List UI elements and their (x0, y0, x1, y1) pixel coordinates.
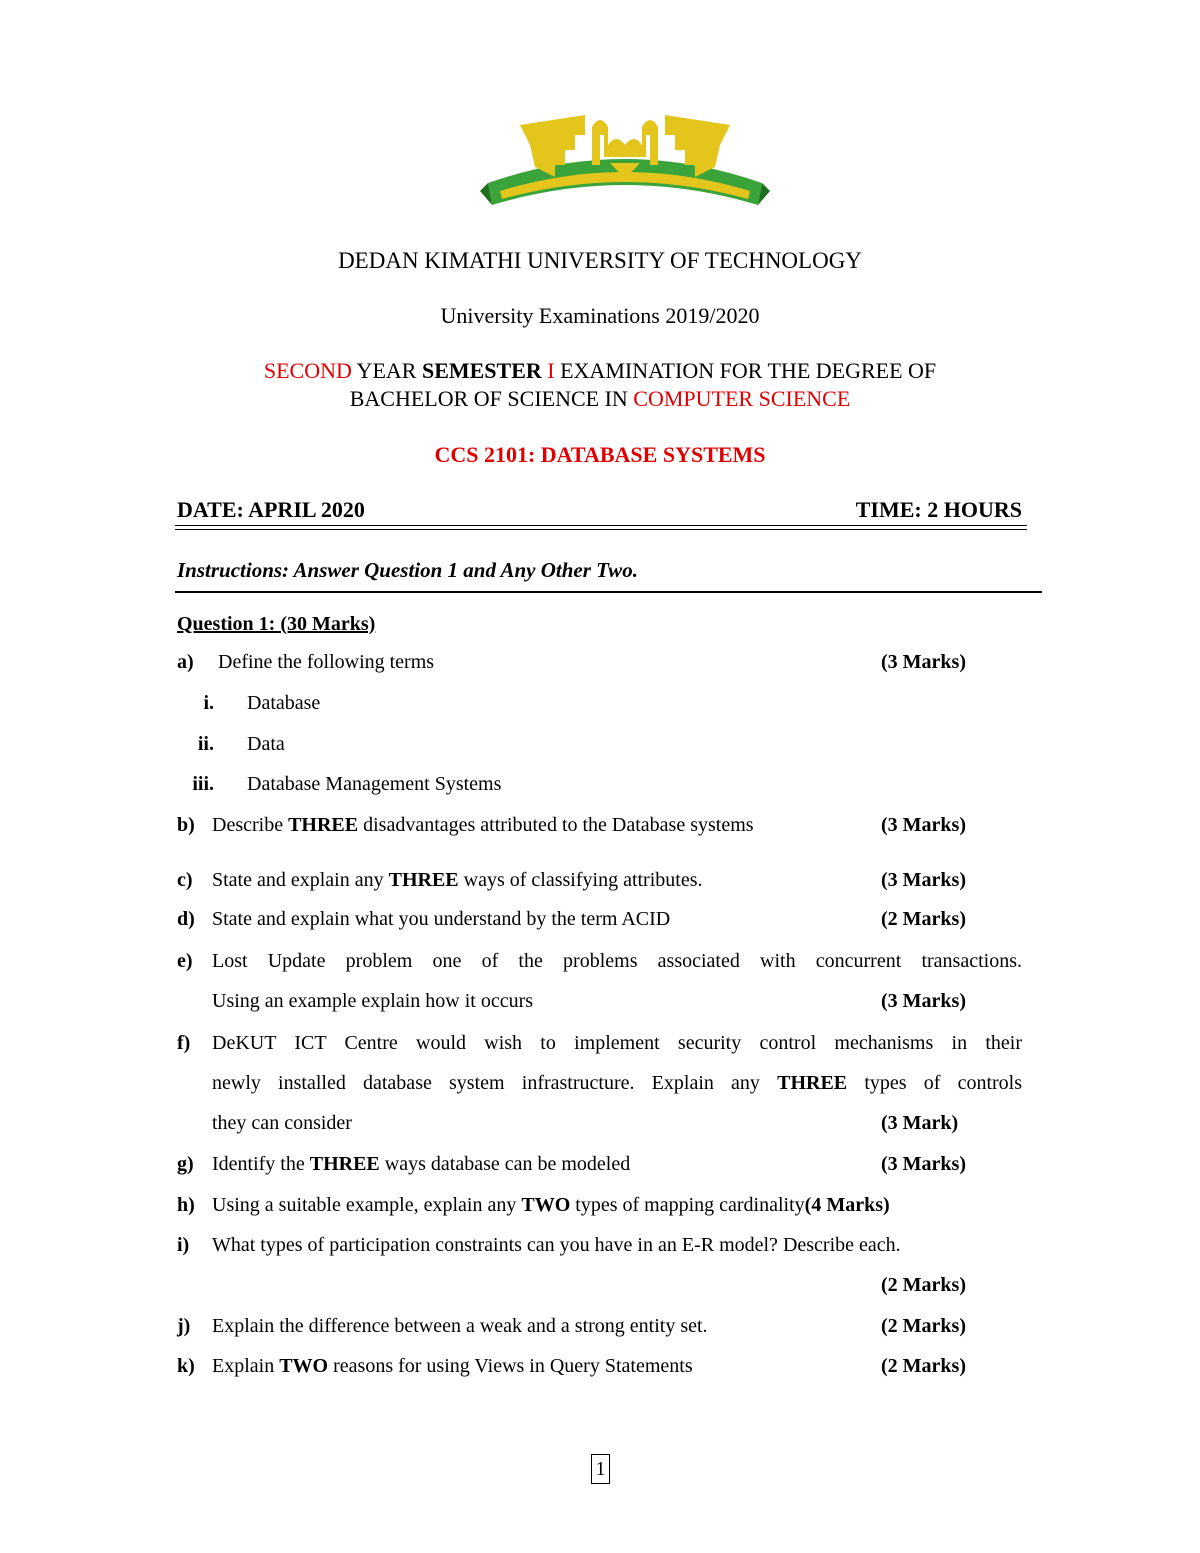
question-label: g) (177, 1153, 194, 1175)
question-text (212, 1072, 1022, 1095)
question-label: j) (177, 1315, 191, 1337)
question-marks: (3 Marks) (881, 651, 966, 673)
text-run: ways of classifying attributes. (458, 869, 703, 891)
course-title: CCS 2101: DATABASE SYSTEMS (434, 442, 766, 467)
text-run: types of mapping cardinality (570, 1194, 805, 1216)
question-text: What types of participation constraints can you have in an E-R model? Describe each. (212, 1234, 901, 1256)
question-label: f) (177, 1032, 191, 1054)
question-text (212, 814, 754, 837)
sub-item-number: i. (203, 692, 214, 714)
degree-line (0, 386, 1200, 412)
divider-line (175, 529, 1027, 530)
text-run: State and explain any (212, 869, 389, 891)
instructions: Instructions: Answer Question 1 and Any Other Two. (177, 558, 638, 582)
question-text: DeKUT ICT Centre would wish to implement security control mechanisms in their (212, 1032, 1022, 1054)
question-text: Using an example explain how it occurs (212, 990, 534, 1012)
date-time-row (177, 497, 1022, 523)
semester-year-number: SECOND (263, 358, 352, 383)
question-marks: (2 Marks) (881, 1274, 966, 1296)
question-marks: (3 Marks) (881, 990, 966, 1012)
question-label: k) (177, 1355, 195, 1377)
question-label: b) (177, 814, 195, 836)
text-run: Identify the (212, 1153, 310, 1175)
text-run: ways database can be modeled (379, 1153, 631, 1175)
page-number: 1 (591, 1454, 610, 1484)
question-label: e) (177, 950, 193, 972)
sub-item-text: Data (247, 733, 285, 755)
text-run: Using a suitable example, explain any (212, 1194, 522, 1216)
question-marks: (3 Marks) (881, 814, 966, 836)
sub-item-text: Database (247, 692, 321, 714)
question-marks: (4 Marks) (804, 1194, 890, 1216)
sub-item-text: Database Management Systems (247, 773, 502, 795)
exam-session: University Examinations 2019/2020 (440, 303, 760, 328)
question-marks: (2 Marks) (881, 1355, 966, 1377)
question-label: i) (177, 1234, 190, 1256)
exam-date: DATE: APRIL 2020 (177, 497, 365, 522)
question-title: Question 1: (30 Marks) (177, 613, 376, 635)
divider-line (175, 525, 1027, 526)
emphasis: THREE (288, 814, 359, 836)
semester-year-label: YEAR (351, 358, 422, 383)
question-text: they can consider (212, 1112, 352, 1134)
question-marks: (3 Marks) (881, 869, 966, 891)
degree-name: BACHELOR OF SCIENCE IN (349, 386, 634, 411)
question-label: a) (177, 651, 194, 673)
semester-number: I (541, 358, 555, 383)
emphasis: THREE (388, 869, 459, 891)
text-run: newly installed database system infrastructure. Explain any (212, 1072, 778, 1094)
text-run: Explain (212, 1355, 280, 1377)
question-marks: (2 Marks) (881, 1315, 966, 1337)
university-crest-icon (480, 105, 770, 225)
emphasis: THREE (777, 1072, 848, 1094)
question-text (212, 869, 703, 892)
question-label: d) (177, 908, 195, 930)
program-name: COMPUTER SCIENCE (633, 386, 851, 411)
question-text (212, 1153, 630, 1176)
question-text (212, 1194, 890, 1217)
question-text: Explain the difference between a weak and a strong entity set. (212, 1315, 708, 1337)
question-marks: (2 Marks) (881, 908, 966, 930)
emphasis: THREE (309, 1153, 380, 1175)
sub-item-number: iii. (192, 773, 214, 795)
question-marks: (3 Marks) (881, 1153, 966, 1175)
semester-line (0, 358, 1200, 384)
emphasis: TWO (521, 1194, 571, 1216)
question-marks: (3 Mark) (881, 1112, 959, 1134)
university-name: DEDAN KIMATHI UNIVERSITY OF TECHNOLOGY (338, 248, 862, 273)
semester-label: SEMESTER (421, 358, 542, 383)
question-text: Define the following terms (218, 651, 435, 673)
divider-line (175, 591, 1042, 593)
question-text (212, 1355, 693, 1378)
question-label: h) (177, 1194, 195, 1216)
question-text: State and explain what you understand by the term ACID (212, 908, 671, 930)
degree-intro: EXAMINATION FOR THE DEGREE OF (554, 358, 937, 383)
text-run: types of controls (847, 1072, 1023, 1094)
question-label: c) (177, 869, 193, 891)
text-run: reasons for using Views in Query Statements (328, 1355, 693, 1377)
text-run: disadvantages attributed to the Database systems (358, 814, 754, 836)
emphasis: TWO (279, 1355, 329, 1377)
exam-duration: TIME: 2 HOURS (855, 497, 1022, 522)
sub-item-number: ii. (197, 733, 214, 755)
text-run: Describe (212, 814, 289, 836)
question-text: Lost Update problem one of the problems associated with concurrent transactions. (212, 950, 1022, 972)
